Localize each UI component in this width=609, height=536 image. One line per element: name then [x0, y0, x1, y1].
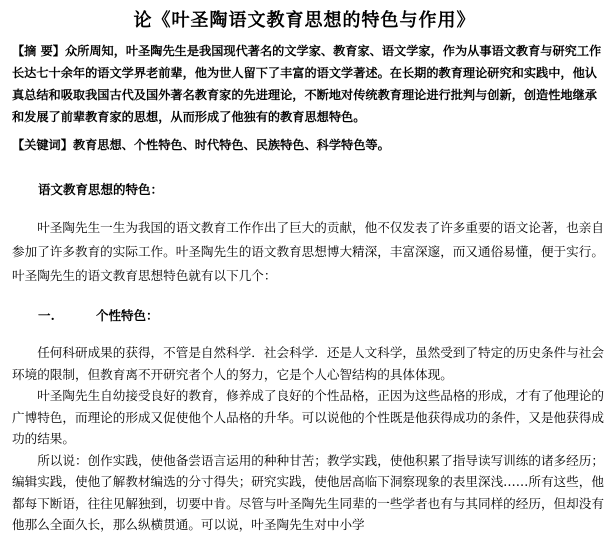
intro-paragraph: 叶圣陶先生一生为我国的语文教育工作作出了巨大的贡献，他不仅发表了许多重要的语文论著，也亲自参加了许多教育的实际工作。叶圣陶先生的语文教育思想博大精深，丰富深邃，而又通俗易懂，便于实行。叶圣陶先生的语文教育思想特色就有以下几个： — [12, 220, 604, 283]
body-paragraph: 叶圣陶先生自幼接受良好的教育，修养成了良好的个性品格，正因为这些品格的形成，才有了他理论的广博特色，而理论的形成又促使他个人品格的升华。可以说他的个性既是他获得成功的条件，又是他获得成功的结果。 — [12, 388, 604, 446]
abstract-block — [12, 40, 602, 128]
subsection-number: 一. — [38, 308, 55, 323]
keywords-text: 教育思想、个性特色、时代特色、民族特色、科学特色等。 — [72, 138, 390, 152]
body-paragraph: 任何科研成果的获得，不管是自然科学．社会科学．还是人文科学，虽然受到了特定的历史条件与社会环境的限制，但教育离不开研究者个人的努力，它是个人心智结构的具体体现。 — [12, 345, 604, 382]
keywords-block — [12, 136, 602, 153]
document-title: 论《叶圣陶语文教育思想的特色与作用》 — [133, 10, 476, 31]
subsection-title: 个性特色： — [96, 308, 159, 323]
abstract-text: 众所周知，叶圣陶先生是我国现代著名的文学家、教育家、语文学家，作为从事语文教育与研究工作长达七十余年的语文学界老前辈，他为世人留下了丰富的语文学著述。在长期的教育理论研究和实践中，他认真总结和吸取我国古代及国外著名教育家的先进理论，不断地对传统教育理论进行批判与创新，创造性地继承和发展了前辈教育家的思想，从而形成了他独有的教育思想特色。 — [12, 44, 602, 124]
section-heading: 语文教育思想的特色： — [38, 182, 164, 197]
body-text — [12, 342, 605, 536]
abstract-label: 【摘 要】 — [12, 44, 65, 58]
keywords-label: 【关键词】 — [12, 138, 73, 152]
body-paragraph: 所以说：创作实践，使他备尝语言运用的种种甘苦；教学实践，使他积累了指导读写训练的诸多经历；编辑实践，使他了解教材编选的分寸得失；研究实践，使他居高临下洞察现象的表里深浅……所有这些，他都每下断语，往往见解独到，切要中肯。尽管与叶圣陶先生同辈的一些学者也有与其同样的经历，但却没有他那么全面久长，那么纵横贯通。可以说，叶圣陶先生对中小学 — [12, 452, 604, 532]
subsection-heading — [38, 306, 159, 324]
